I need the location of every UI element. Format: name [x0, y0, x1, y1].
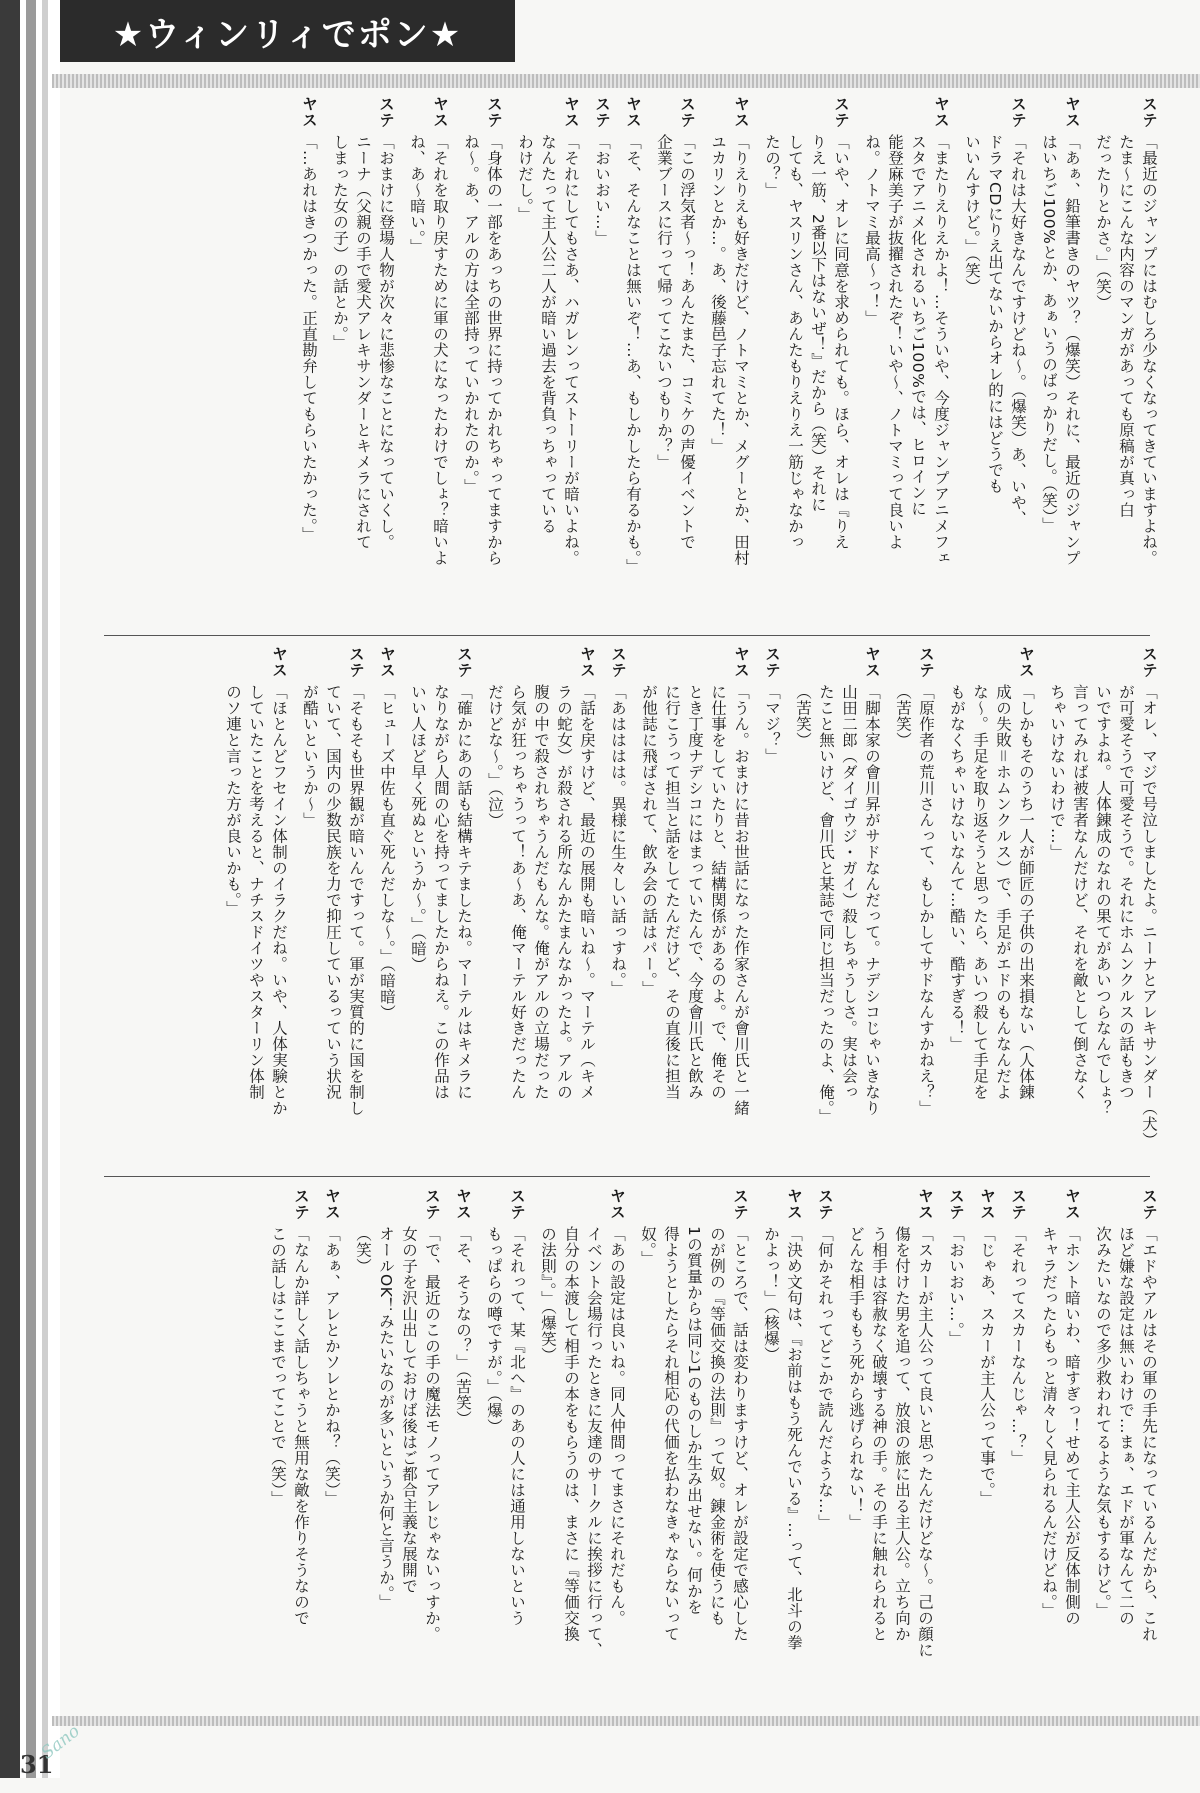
dialogue-turn — [513, 96, 582, 630]
dialogue-turn — [328, 96, 397, 630]
dialogue-line: いいんすけど。」（笑） — [963, 134, 981, 295]
dialogue-text — [459, 134, 505, 566]
dialogue-turn — [652, 96, 698, 630]
dialogue-line: 「それは大好きなんですけどね〜。（爆笑）あ、いや、 — [1009, 134, 1027, 527]
dialogue-line: ら気が狂っちゃうって！あ〜あ、俺マーテル好きだったん — [509, 684, 527, 1100]
speaker-label: ヤス — [624, 96, 642, 128]
page-title: ★ウィンリィでポン★ — [60, 0, 515, 62]
dialogue-text — [320, 1226, 343, 1506]
dialogue-line: 「脚本家の會川昇がサドなんだって。ナデシコじゃいきなり — [863, 684, 881, 1116]
dialogue-line: 「あぁ、鉛筆書きのヤツ？（爆笑）それに、最近のジャンプ — [1063, 134, 1081, 566]
dialogue-line: 「この浮気者〜っ！あんたまた、コミケの声優イベントで — [678, 134, 696, 550]
dialogue-text — [1037, 134, 1083, 566]
speaker-label: ステ — [832, 96, 850, 128]
dialogue-line: 企業ブースに行って帰ってこないつもりか？」 — [655, 134, 673, 470]
dialogue-turn — [706, 96, 752, 630]
dialogue-line: 「話を戻すけど、最近の展開も暗いね〜。マーテル（キメ — [578, 684, 596, 1100]
dialogue-line: りえ一筋、2番以下はないぜ！』だから（笑）それに — [809, 134, 827, 513]
dialogue-line: 「最近のジャンプにはむしろ少なくなってきていますよね。 — [1140, 134, 1158, 566]
speaker-label: ヤス — [378, 646, 396, 678]
dialogue-line: 奴。」 — [639, 1226, 657, 1267]
dialogue-turn — [760, 96, 852, 630]
speaker-label: ヤス — [608, 1188, 626, 1220]
dialogue-text — [944, 1226, 967, 1346]
dialogue-turn — [860, 96, 952, 630]
dialogue-line: 「なんか詳しく話しちゃうと無用な敵を作りそうなので — [292, 1226, 310, 1626]
dialogue-text — [483, 684, 598, 1100]
band-divider — [104, 635, 1150, 636]
footer-divider — [52, 1716, 1200, 1726]
dialogue-text — [351, 1226, 443, 1642]
dialogue-line: 「じゃあ、スカーが主人公って事で。」 — [978, 1226, 996, 1507]
dialogue-line: に行こうって担当と話をしてたんだけど、その直後に担当 — [663, 684, 681, 1100]
dialogue-text — [405, 134, 451, 566]
dialogue-text — [960, 134, 1029, 526]
dialogue-text — [759, 1226, 805, 1650]
speaker-label: ヤス — [916, 1188, 934, 1220]
dialogue-line: 「オレ、マジで号泣しましたよ。ニーナとアレキサンダー（犬） — [1140, 684, 1158, 1148]
dialogue-line: ドラマCDにりえ出てないからオレ的にはどうでも — [986, 134, 1004, 494]
dialogue-line: 「それって、某『北へ』のあの人には通用しないという — [508, 1226, 526, 1626]
speaker-label: ステ — [1140, 96, 1158, 128]
dialogue-text — [621, 134, 644, 574]
dialogue-text — [1045, 684, 1160, 1148]
dialogue-line: 「そ、そうなの？」（苦笑） — [454, 1226, 472, 1427]
dialogue-line: 1の質量からは同じ1のものしか生み出せない。何かを — [685, 1226, 703, 1615]
speaker-label: ステ — [455, 646, 473, 678]
dialogue-line: 「またりえりえかよ！…そういや、今度ジャンプアニメフェ — [932, 134, 950, 566]
speaker-label: ステ — [731, 1188, 749, 1220]
speaker-label: ステ — [917, 646, 935, 678]
dialogue-line: しても、ヤスリンさん、あんたもりえりえ一筋じゃなかっ — [786, 134, 804, 550]
dialogue-turn — [844, 1188, 936, 1710]
dialogue-line: 「そもそも世界観が暗いんですって。軍が実質的に国を制し — [347, 684, 365, 1116]
dialogue-turn — [1037, 1188, 1083, 1710]
dialogue-band-2 — [60, 646, 1160, 1170]
dialogue-turn — [298, 646, 367, 1170]
speaker-label: ステ — [1140, 1188, 1158, 1220]
dialogue-band-1 — [60, 96, 1160, 630]
dialogue-line: が他誌に飛ばされて、飲み会の話はパー。」 — [640, 684, 658, 997]
dialogue-columns — [60, 1188, 1160, 1710]
speaker-label: ステ — [947, 1188, 965, 1220]
dialogue-line: （苦笑） — [794, 684, 812, 748]
speaker-label: ヤス — [932, 96, 950, 128]
speaker-label: ヤス — [300, 96, 318, 128]
dialogue-line: 「いや、オレに同意を求められても。ほら、オレは『りえ — [832, 134, 850, 550]
dialogue-turn — [297, 96, 320, 630]
dialogue-band-3 — [60, 1188, 1160, 1710]
dialogue-text — [760, 134, 852, 550]
dialogue-text — [844, 1226, 936, 1658]
dialogue-turn — [451, 1188, 474, 1710]
dialogue-line: 「ところで、話は変わりますけど、オレが設定で感心した — [731, 1226, 749, 1642]
dialogue-turn — [760, 646, 783, 1170]
dialogue-text — [636, 1226, 751, 1642]
dialogue-line: 「それにしてもさあ、ハガレンってストーリーが暗いよね。 — [562, 134, 580, 566]
dialogue-line: 「そ、そんなことは無いぞ！…あ、もしかしたら有るかも。」 — [624, 134, 642, 575]
speaker-label: ヤス — [732, 96, 750, 128]
dialogue-text — [637, 684, 752, 1116]
dialogue-line: に仕事をしていたりと、結構関係があるのよ。で、俺その — [709, 684, 727, 1100]
dialogue-turn — [637, 646, 752, 1170]
dialogue-columns — [60, 646, 1160, 1170]
dialogue-line: かよっ！」（核爆） — [762, 1226, 780, 1363]
dialogue-text — [1006, 1226, 1029, 1466]
dialogue-turn — [405, 96, 451, 630]
dialogue-line: 「確かにあの話も結構キテましたね。マーテルはキメラに — [455, 684, 473, 1100]
dialogue-line: とき丁度ナデシコにはまっていたんで、今度會川氏と飲み — [686, 684, 704, 1100]
dialogue-text — [606, 684, 629, 996]
dialogue-text — [945, 684, 1037, 1100]
speaker-label: ヤス — [562, 96, 580, 128]
speaker-label: ヤス — [323, 1188, 341, 1220]
dialogue-text — [1037, 1226, 1083, 1626]
dialogue-line: イベント会場行ったときに友達のサークルに挨拶に行って、 — [585, 1226, 603, 1658]
dialogue-line: 「おいおい…。」 — [947, 1226, 965, 1347]
dialogue-line: わけだし。」 — [516, 134, 534, 223]
dialogue-turn — [1091, 1188, 1160, 1710]
dialogue-turn — [945, 646, 1037, 1170]
speaker-label: ヤス — [1017, 646, 1035, 678]
dialogue-line: しまった女の子）の話とか。」 — [331, 134, 349, 351]
dialogue-turn — [1006, 1188, 1029, 1710]
dialogue-line: ニーナ（父親の手で愛犬アレキサンダーとキメラにされて — [354, 134, 372, 550]
dialogue-line: 言ってみれば被害者なんだけど、それを敵として倒さなく — [1071, 684, 1089, 1100]
speaker-label: ステ — [485, 96, 503, 128]
spine-bar — [26, 0, 36, 1778]
dialogue-line: 「で、最近のこの手の魔法モノってアレじゃないっすか。 — [423, 1226, 441, 1642]
dialogue-turn — [590, 96, 613, 630]
spine-bar — [42, 0, 48, 1778]
dialogue-text — [760, 684, 783, 764]
dialogue-text — [298, 684, 367, 1116]
speaker-label: ステ — [508, 1188, 526, 1220]
dialogue-line: ていて、国内の少数民族を力で抑圧しているっていう状況 — [324, 684, 342, 1100]
dialogue-turn — [975, 1188, 998, 1710]
speaker-label: ヤス — [978, 1188, 996, 1220]
speaker-label: ヤス — [785, 1188, 803, 1220]
dialogue-text — [891, 684, 937, 1116]
dialogue-turn — [483, 646, 598, 1170]
dialogue-text — [1091, 1226, 1160, 1642]
dialogue-line: 「それってスカーなんじゃ…？」 — [1009, 1226, 1027, 1466]
dialogue-line: う相手は容赦なく破壊する神の手。その手に触れられると — [870, 1226, 888, 1642]
dialogue-turn — [375, 646, 398, 1170]
dialogue-text — [375, 684, 398, 1021]
dialogue-line: 「おまけに登場人物が次々に悲惨なことになっていくし。 — [377, 134, 395, 550]
dialogue-line: 「原作者の荒川さんって、もしかしてサドなんすかねえ？」 — [917, 684, 935, 1116]
dialogue-line: の法則』。」（爆笑） — [539, 1226, 557, 1363]
dialogue-text — [813, 1226, 836, 1530]
dialogue-turn — [482, 1188, 528, 1710]
dialogue-line: ね。ノトマミ最高〜っ！」 — [863, 134, 881, 326]
speaker-label: ヤス — [1063, 96, 1081, 128]
speaker-label: ステ — [1009, 1188, 1027, 1220]
dialogue-line: 「あはははは。異様に生々しい話っすね。」 — [609, 684, 627, 997]
dialogue-line: のが例の『等価交換の法則』って奴。錬金術を使うにも — [708, 1226, 726, 1626]
dialogue-line: 「おいおい…」 — [593, 134, 611, 246]
speaker-label: ステ — [678, 96, 696, 128]
dialogue-line: ユカリンとか…。あ、後藤邑子忘れてた！」 — [709, 134, 727, 454]
dialogue-columns — [60, 96, 1160, 630]
dialogue-line: だったりとかさ。」（笑） — [1094, 134, 1112, 311]
dialogue-turn — [221, 646, 290, 1170]
speaker-label: ステ — [763, 646, 781, 678]
dialogue-turn — [791, 646, 883, 1170]
dialogue-line: ね、あ〜暗い。」 — [408, 134, 426, 255]
dialogue-text — [791, 684, 883, 1124]
dialogue-line: 「ホント暗いわ、暗すぎっ！せめて主人公が反体制側の — [1063, 1226, 1081, 1626]
dialogue-text — [482, 1226, 528, 1626]
dialogue-line: 「ほとんどフセイン体制のイラクだね。いや、人体実験とか — [270, 684, 288, 1116]
dialogue-line: なりながら人間の心を持ってましたからねえ。この作品は — [432, 684, 450, 1100]
dialogue-line: ちゃいけないわけで…」 — [1048, 684, 1066, 860]
speaker-label: ステ — [593, 96, 611, 128]
dialogue-turn — [266, 1188, 312, 1710]
dialogue-line: な〜。手足を取り返そうと思ったら、あいつ殺して手足を — [971, 684, 989, 1100]
dialogue-line: （笑） — [354, 1226, 372, 1274]
dialogue-turn — [636, 1188, 751, 1710]
dialogue-line: 「身体の一部をあっちの世界に持ってかれちゃってますから — [485, 134, 503, 566]
dialogue-line: 「決め文句は、『お前はもう死んでいる』…って、北斗の拳 — [785, 1226, 803, 1651]
dialogue-line: たの？」 — [763, 134, 781, 198]
dialogue-turn — [891, 646, 937, 1170]
dialogue-line: 「あの設定は良いね。同人仲間ってまさにそれだもん。 — [608, 1226, 626, 1626]
dialogue-line: 「しかもそのうち一人が師匠の子供の出来損ない（人体錬 — [1017, 684, 1035, 1100]
dialogue-line: たま〜にこんな内容のマンガがあっても原稿が真っ白 — [1117, 134, 1135, 518]
dialogue-turn — [1091, 96, 1160, 630]
dialogue-line: ほど嫌な設定は無いわけで…まぁ、エドが軍なんて二の — [1117, 1226, 1135, 1626]
dialogue-turn — [1045, 646, 1160, 1170]
dialogue-line: 「マジ？」 — [763, 684, 781, 764]
dialogue-turn — [1037, 96, 1083, 630]
dialogue-text — [406, 684, 475, 1100]
dialogue-turn — [536, 1188, 628, 1710]
dialogue-line: （苦笑） — [894, 684, 912, 748]
speaker-label: ステ — [816, 1188, 834, 1220]
dialogue-line: キャラだったらもっと清々しく見られるんだけどね。」 — [1040, 1226, 1058, 1619]
dialogue-text — [451, 1226, 474, 1426]
dialogue-text — [536, 1226, 628, 1658]
speaker-label: ステ — [292, 1188, 310, 1220]
speaker-label: ステ — [347, 646, 365, 678]
dialogue-turn — [813, 1188, 836, 1710]
dialogue-line: ね〜。あ、アルの方は全部持っていかれたのか。」 — [462, 134, 480, 495]
speaker-label: ヤス — [431, 96, 449, 128]
dialogue-line: 自分の本渡して相手の本をもらうのは、まさに『等価交換 — [562, 1226, 580, 1642]
dialogue-turn — [960, 96, 1029, 630]
dialogue-line: もっぱらの噂ですが。」（爆） — [485, 1226, 503, 1435]
dialogue-turn — [606, 646, 629, 1170]
speaker-label: ヤス — [863, 646, 881, 678]
dialogue-text — [975, 1226, 998, 1506]
stamp-logo: Sano — [37, 1721, 84, 1764]
speaker-label: ヤス — [578, 646, 596, 678]
speaker-label: ステ — [377, 96, 395, 128]
speaker-label: ステ — [1140, 646, 1158, 678]
dialogue-line: いですよね。人体錬成のなれの果てがあいつらなんでしょ？ — [1094, 684, 1112, 1116]
dialogue-line: 能登麻美子が抜擢されたぞ！いや〜、ノトマミって良いよ — [886, 134, 904, 550]
dialogue-line: 「エドやアルはその軍の手先になっているんだから、これ — [1140, 1226, 1158, 1642]
dialogue-line: なんたって主人公二人が暗い過去を背負っちゃっている — [539, 134, 557, 534]
dialogue-line: が酷いというか〜」 — [301, 684, 319, 828]
dialogue-line: 「うん。おまけに昔お世話になった作家さんが會川氏と一緒 — [732, 684, 750, 1116]
dialogue-line: 「それを取り戻すために軍の犬になったわけでしょ？暗いよ — [431, 134, 449, 566]
dialogue-line: この話しはここまでってことで（笑）」 — [269, 1226, 287, 1507]
dialogue-line: 腹の中で殺されちゃうんだもんな。俺がアルの立場だった — [532, 684, 550, 1100]
dialogue-text — [297, 134, 320, 542]
dialogue-text — [590, 134, 613, 246]
dialogue-line: はいちご100%とか、あぁいうのばっかりだし。（笑）」 — [1040, 134, 1058, 533]
dialogue-turn — [621, 96, 644, 630]
dialogue-line: が可愛そうで可愛そうで。それにホムンクルスの話もきつ — [1117, 684, 1135, 1100]
speaker-label: ヤス — [1063, 1188, 1081, 1220]
speaker-label: ヤス — [454, 1188, 472, 1220]
dialogue-text — [652, 134, 698, 550]
dialogue-line: 「あぁ、アレとかソレとかね？（笑）」 — [323, 1226, 341, 1507]
dialogue-line: 山田二郎（ダイゴウジ・ガイ）殺しちゃうしさ。実は会っ — [840, 684, 858, 1100]
dialogue-turn — [459, 96, 505, 630]
dialogue-text — [328, 134, 397, 550]
dialogue-line: 次みたいなので多少救われてるような気もするけど。」 — [1094, 1226, 1112, 1619]
dialogue-line: 「ヒューズ中佐も直ぐ死んだしな〜。」（暗暗） — [378, 684, 396, 1021]
dialogue-line: のソ連と言った方が良いかも。」 — [224, 684, 242, 917]
dialogue-text — [1091, 134, 1160, 566]
dialogue-text — [513, 134, 582, 566]
dialogue-line: していたことを考えると、ナチスドイツやスターリン体制 — [247, 684, 265, 1100]
dialogue-line: 「りえりえも好きだけど、ノトマミとか、メグーとか、田村 — [732, 134, 750, 566]
speaker-label: ステ — [1009, 96, 1027, 128]
spine-bar — [0, 0, 20, 1778]
dialogue-turn — [406, 646, 475, 1170]
dialogue-line: 「…あれはきつかった。正直勘弁してもらいたかった。」 — [300, 134, 318, 543]
band-divider — [104, 1176, 1150, 1177]
dialogue-line: ラの蛇女）が殺される所なんかたまんなかったよ。アルの — [555, 684, 573, 1100]
dialogue-line: だけどな〜。」（泣） — [486, 684, 504, 829]
dialogue-text — [860, 134, 952, 566]
dialogue-turn — [944, 1188, 967, 1710]
speaker-label: ステ — [609, 646, 627, 678]
dialogue-line: 「スカーが主人公って良いと思ったんだけどな〜。己の顔に — [916, 1226, 934, 1658]
dialogue-text — [266, 1226, 312, 1626]
dialogue-text — [221, 684, 290, 1116]
dialogue-line: いい人ほど早く死ぬというか〜。」（暗） — [409, 684, 427, 973]
dialogue-turn — [351, 1188, 443, 1710]
page-number: 31 — [20, 1750, 54, 1779]
header-divider — [52, 74, 1200, 88]
dialogue-turn — [759, 1188, 805, 1710]
dialogue-line: もがなくちゃいけないなんて…酷い、酷すぎる！」 — [948, 684, 966, 1052]
dialogue-line: 「何かそれってどこかで読んだような…」 — [816, 1226, 834, 1530]
speaker-label: ヤス — [732, 646, 750, 678]
speaker-label: ヤス — [270, 646, 288, 678]
dialogue-line: 女の子を沢山出しておけば後はご都合主義な展開で — [400, 1226, 418, 1594]
dialogue-line: たこと無いけど、會川氏と某誌で同じ担当だったのよ、俺。」 — [817, 684, 835, 1125]
dialogue-turn — [320, 1188, 343, 1710]
dialogue-line: スタでアニメ化されるいちご100%では、ヒロインに — [909, 134, 927, 517]
dialogue-text — [706, 134, 752, 566]
dialogue-line: 得ようとしたらそれ相応の代価を払わなきゃならないって — [662, 1226, 680, 1642]
dialogue-line: どんな相手ももう死から逃げられない！」 — [847, 1226, 865, 1530]
dialogue-line: 傷を付けた男を追って、放浪の旅に出る主人公。立ち向か — [893, 1226, 911, 1642]
dialogue-line: オールOK！みたいなのが多いというか何と言うか。」 — [377, 1226, 395, 1610]
speaker-label: ステ — [423, 1188, 441, 1220]
dialogue-line: 成の失敗＝ホムンクルス）で、手足がエドのもんなんだよ — [994, 684, 1012, 1101]
